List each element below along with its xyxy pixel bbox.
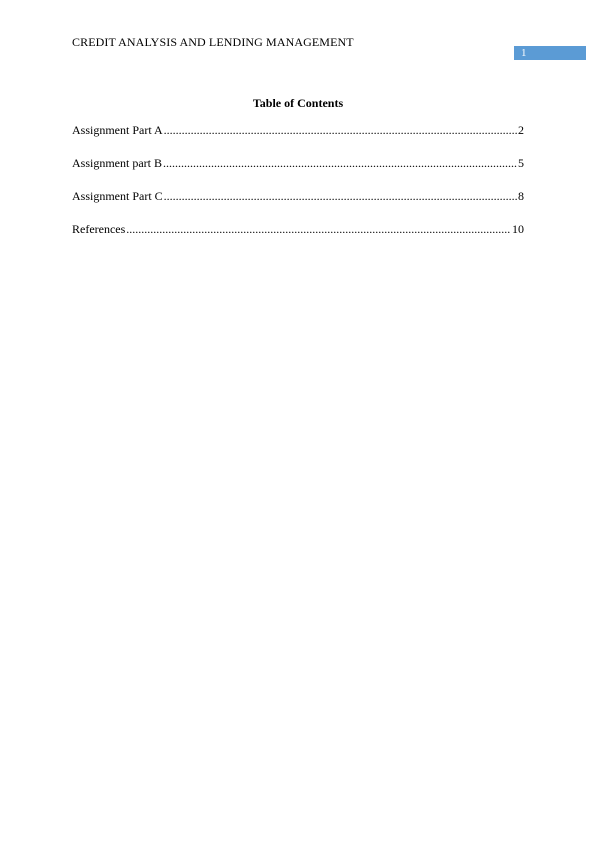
toc-list: [72, 123, 524, 255]
toc-dot-leader: [126, 222, 511, 236]
toc-entry-page: 5: [518, 156, 524, 170]
toc-entry-label: Assignment Part C: [72, 189, 163, 203]
toc-entry-label: Assignment Part A: [72, 123, 163, 137]
toc-dot-leader: [163, 156, 517, 170]
toc-dot-leader: [164, 189, 517, 203]
toc-entry-page: 2: [518, 123, 524, 137]
page-number-badge: 1: [514, 46, 586, 60]
toc-dot-leader: [164, 123, 517, 137]
toc-entry-assignment-part-a[interactable]: [72, 123, 524, 156]
toc-entry-page: 8: [518, 189, 524, 203]
toc-entry-references[interactable]: [72, 222, 524, 255]
toc-heading: Table of Contents: [252, 96, 344, 110]
toc-entry-page: 10: [512, 222, 524, 236]
toc-entry-assignment-part-b[interactable]: [72, 156, 524, 189]
toc-entry-label: Assignment part B: [72, 156, 162, 170]
toc-entry-label: References: [72, 222, 126, 236]
running-header-title: CREDIT ANALYSIS AND LENDING MANAGEMENT: [72, 35, 354, 49]
toc-entry-assignment-part-c[interactable]: [72, 189, 524, 222]
